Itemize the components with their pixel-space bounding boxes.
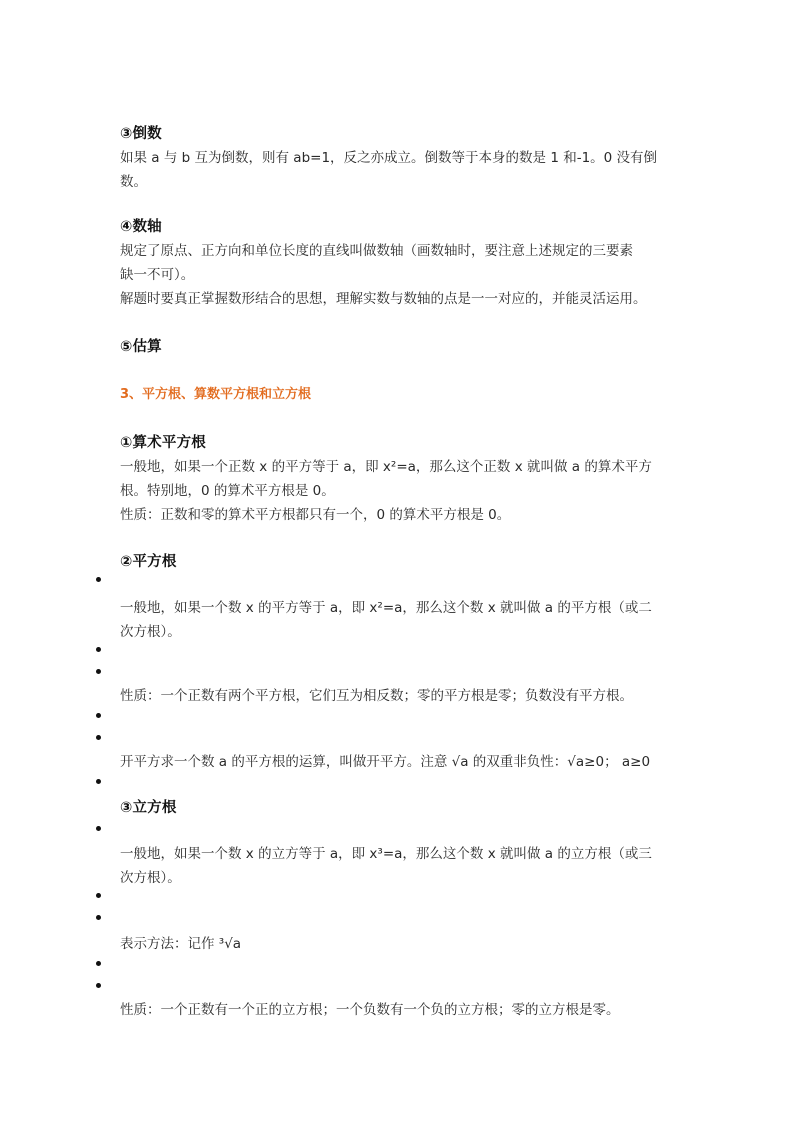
- sqrt-operation: 开平方求一个数 a 的平方根的运算，叫做开平方。注意 √a 的双重非负性：√a≥0； a≥0: [120, 754, 651, 770]
- heading-sqrt: ②平方根: [120, 554, 177, 570]
- heading-number-line: ④数轴: [120, 219, 162, 235]
- sqrt-definition-line-1: 一般地，如果一个数 x 的平方等于 a，即 x²=a，那么这个数 x 就叫做 a 的平方根（或二: [120, 600, 652, 616]
- bullet-dot: [96, 669, 101, 674]
- reciprocal-line-2: 数。: [120, 174, 147, 190]
- bullet-dot: [96, 915, 101, 920]
- cube-root-property: 性质：一个正数有一个正的立方根；一个负数有一个负的立方根；零的立方根是零。: [120, 1002, 620, 1018]
- bullet-dot: [96, 735, 101, 740]
- sqrt-property: 性质：一个正数有两个平方根，它们互为相反数；零的平方根是零；负数没有平方根。: [120, 688, 633, 704]
- heading-reciprocal: ③倒数: [120, 126, 162, 142]
- number-line-line-1: 规定了原点、正方向和单位长度的直线叫做数轴（画数轴时，要注意上述规定的三要素: [120, 243, 633, 259]
- cube-root-definition-line-2: 次方根）。: [120, 870, 181, 886]
- reciprocal-line-1: 如果 a 与 b 互为倒数，则有 ab=1，反之亦成立。倒数等于本身的数是 1 和-1。0 没有倒: [120, 150, 658, 166]
- cube-root-notation: 表示方法：记作 ³√a: [120, 936, 242, 952]
- bullet-dot: [96, 893, 101, 898]
- heading-cube-root: ③立方根: [120, 800, 177, 816]
- bullet-dot: [96, 983, 101, 988]
- bullet-dot: [96, 647, 101, 652]
- arithmetic-sqrt-property: 性质：正数和零的算术平方根都只有一个，0 的算术平方根是 0。: [120, 507, 511, 523]
- heading-estimation: ⑤估算: [120, 339, 162, 355]
- bullet-dot: [96, 961, 101, 966]
- number-line-line-2: 缺一不可）。: [120, 267, 195, 283]
- arithmetic-sqrt-line-2: 根。特别地，0 的算术平方根是 0。: [120, 483, 335, 499]
- bullet-dot: [96, 713, 101, 718]
- heading-arithmetic-sqrt: ①算术平方根: [120, 435, 206, 451]
- arithmetic-sqrt-line-1: 一般地，如果一个正数 x 的平方等于 a，即 x²=a，那么这个正数 x 就叫做 a 的算术平方: [120, 459, 652, 475]
- bullet-dot: [96, 577, 101, 582]
- section-title-roots: 3、平方根、算数平方根和立方根: [120, 387, 312, 402]
- bullet-dot: [96, 826, 101, 831]
- cube-root-definition-line-1: 一般地，如果一个数 x 的立方等于 a，即 x³=a，那么这个数 x 就叫做 a 的立方根（或三: [120, 846, 652, 862]
- bullet-dot: [96, 779, 101, 784]
- sqrt-definition-line-2: 次方根）。: [120, 624, 181, 640]
- number-line-line-3: 解题时要真正掌握数形结合的思想，理解实数与数轴的点是一一对应的，并能灵活运用。: [120, 291, 647, 307]
